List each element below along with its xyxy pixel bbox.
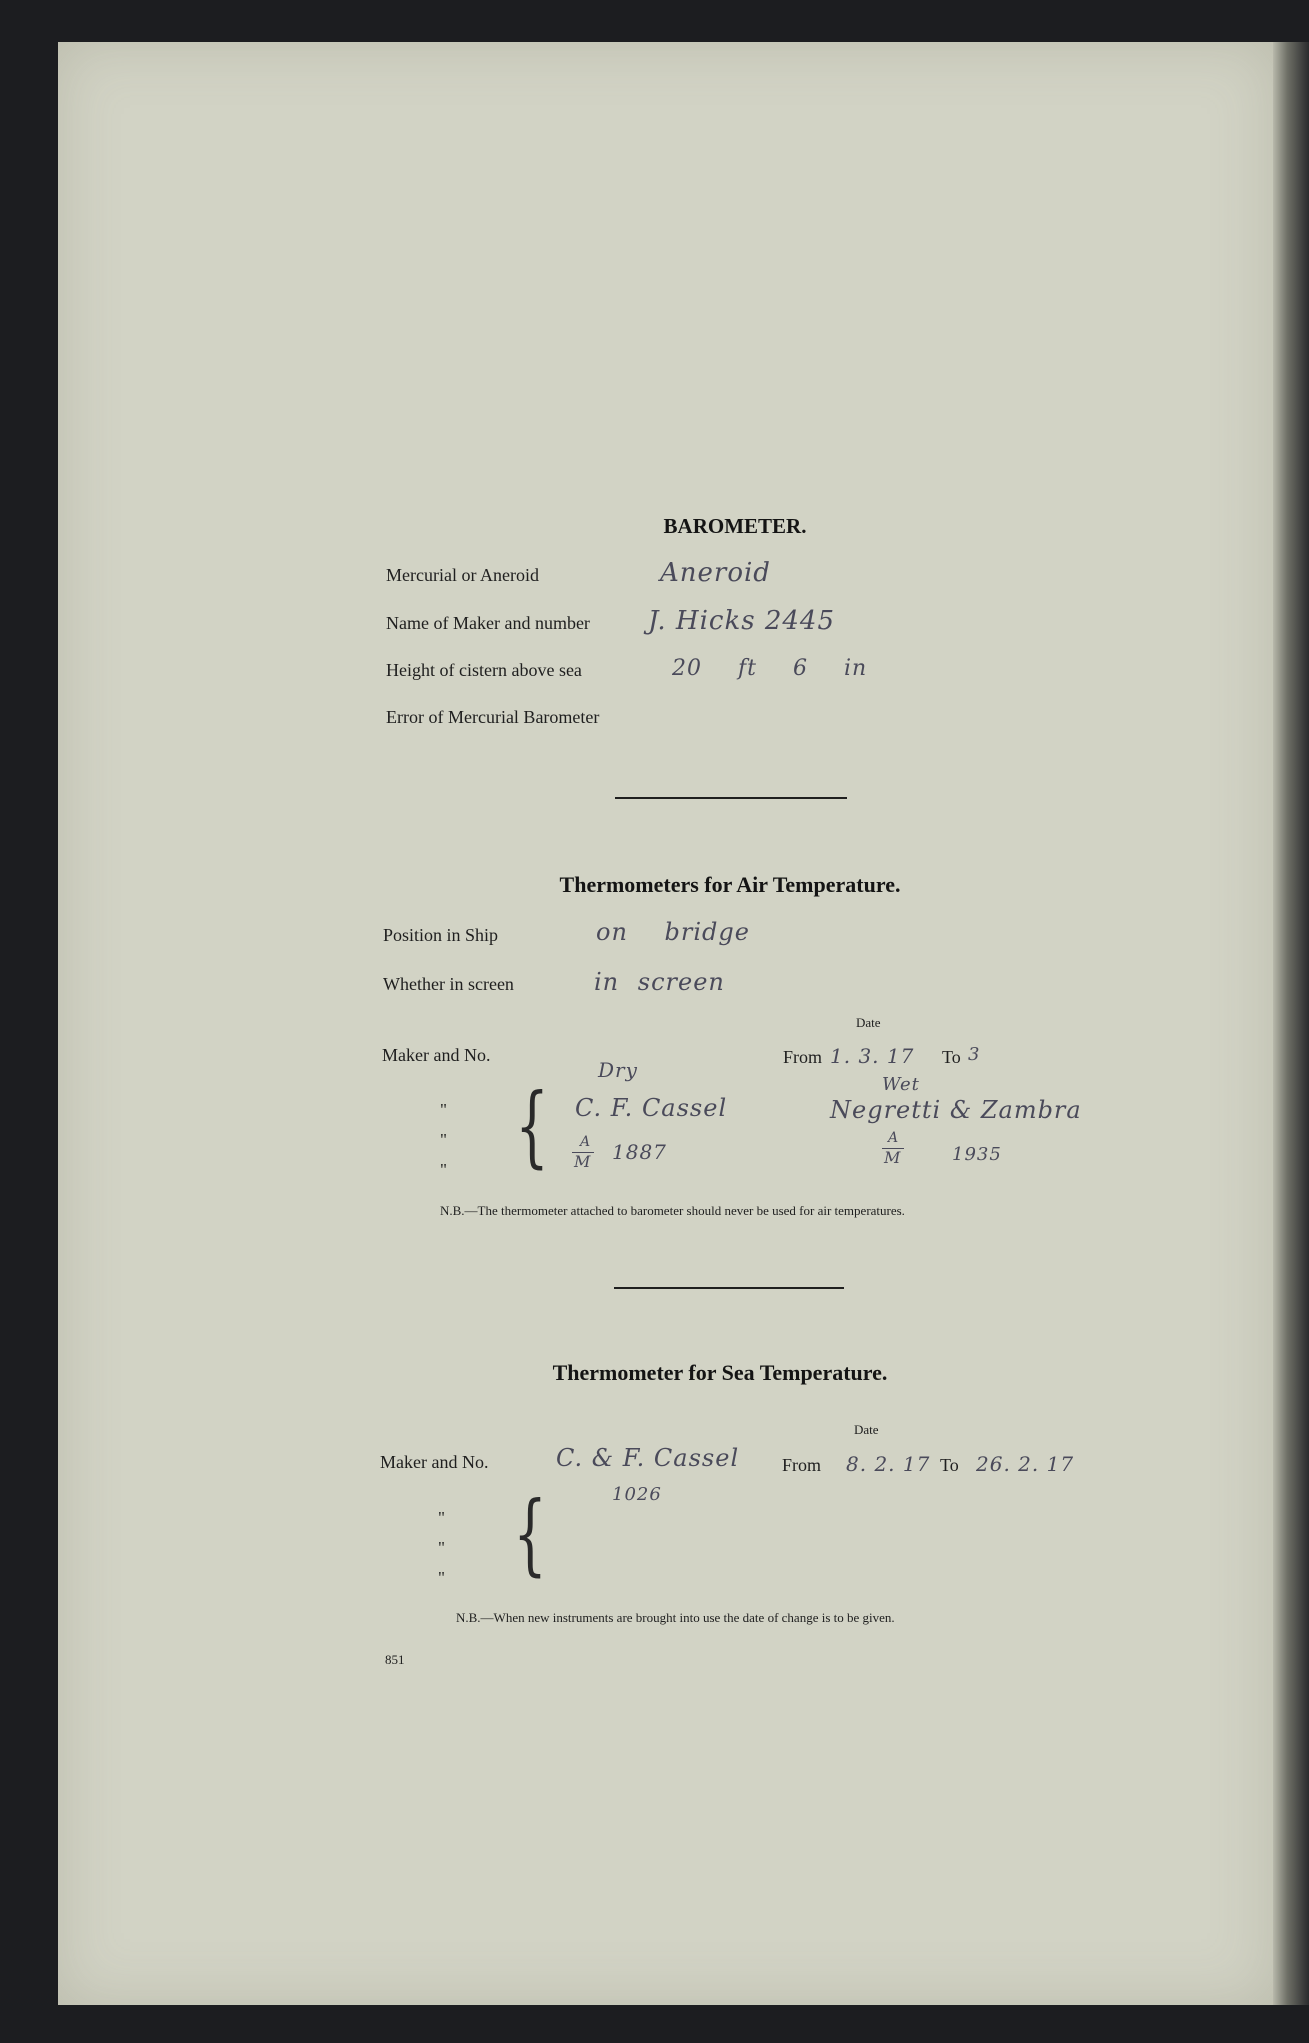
wet-fraction-bottom: M <box>884 1148 902 1167</box>
barometer-height-label: Height of cistern above sea <box>386 660 582 680</box>
barometer-height-value: 20 ft 6 in <box>672 656 868 681</box>
document-page <box>58 42 1273 2005</box>
ditto-mark: " <box>440 1130 447 1149</box>
sea-date-header: Date <box>854 1422 879 1437</box>
sea-maker-number: 1026 <box>612 1484 662 1505</box>
sea-maker-label: Maker and No. <box>380 1452 489 1472</box>
ditto-mark: " <box>440 1100 447 1119</box>
form-number: 851 <box>385 1652 405 1667</box>
wet-number-value: 1935 <box>952 1144 1002 1165</box>
dry-fraction-bottom: M <box>574 1152 592 1171</box>
air-from-value: 1. 3. 17 <box>830 1044 915 1068</box>
dry-maker-value: C. F. Cassel <box>575 1094 728 1122</box>
dry-label: Dry <box>598 1058 638 1082</box>
screen-label: Whether in screen <box>383 974 514 994</box>
position-value: on bridge <box>596 918 750 946</box>
air-maker-label: Maker and No. <box>382 1045 491 1065</box>
air-note: N.B.—The thermometer attached to barometer should never be used for air temperatures. <box>440 1203 905 1218</box>
air-title: Thermometers for Air Temperature. <box>559 872 901 897</box>
air-date-header: Date <box>856 1015 881 1030</box>
page-edge <box>1273 42 1309 2005</box>
barometer-maker-value: J. Hicks 2445 <box>648 606 836 636</box>
wet-label: Wet <box>882 1074 920 1095</box>
barometer-maker-label: Name of Maker and number <box>386 613 590 633</box>
air-to-value: 3 <box>968 1044 981 1065</box>
dry-number-value: 1887 <box>612 1140 667 1164</box>
ditto-mark: " <box>438 1508 445 1527</box>
brace: { <box>515 1074 549 1177</box>
ditto-mark: " <box>438 1538 445 1557</box>
sea-from-value: 8. 2. 17 <box>846 1452 931 1476</box>
position-label: Position in Ship <box>383 925 499 945</box>
section-divider <box>614 1287 844 1289</box>
sea-to-value: 26. 2. 17 <box>976 1452 1075 1476</box>
sea-title: Thermometer for Sea Temperature. <box>552 1360 888 1385</box>
ditto-mark: " <box>438 1568 445 1587</box>
barometer-title: BAROMETER. <box>663 514 807 538</box>
sea-note: N.B.—When new instruments are brought into use the date of change is to be given. <box>456 1610 895 1625</box>
ditto-mark: " <box>440 1160 447 1179</box>
barometer-type-label: Mercurial or Aneroid <box>386 565 539 585</box>
air-to-label: To <box>942 1047 961 1067</box>
brace: { <box>513 1482 547 1585</box>
sea-from-label: From <box>782 1455 822 1475</box>
screen-value: in screen <box>594 968 725 996</box>
sea-to-label: To <box>940 1455 959 1475</box>
wet-maker-value: Negretti & Zambra <box>830 1096 1082 1124</box>
wet-fraction-top: A <box>888 1130 900 1146</box>
dry-fraction-top: A <box>580 1134 592 1150</box>
barometer-type-value: Aneroid <box>660 558 771 588</box>
section-divider <box>615 797 847 799</box>
air-from-label: From <box>783 1047 823 1067</box>
barometer-error-label: Error of Mercurial Barometer <box>386 707 600 727</box>
sea-maker-value: C. & F. Cassel <box>556 1444 740 1472</box>
